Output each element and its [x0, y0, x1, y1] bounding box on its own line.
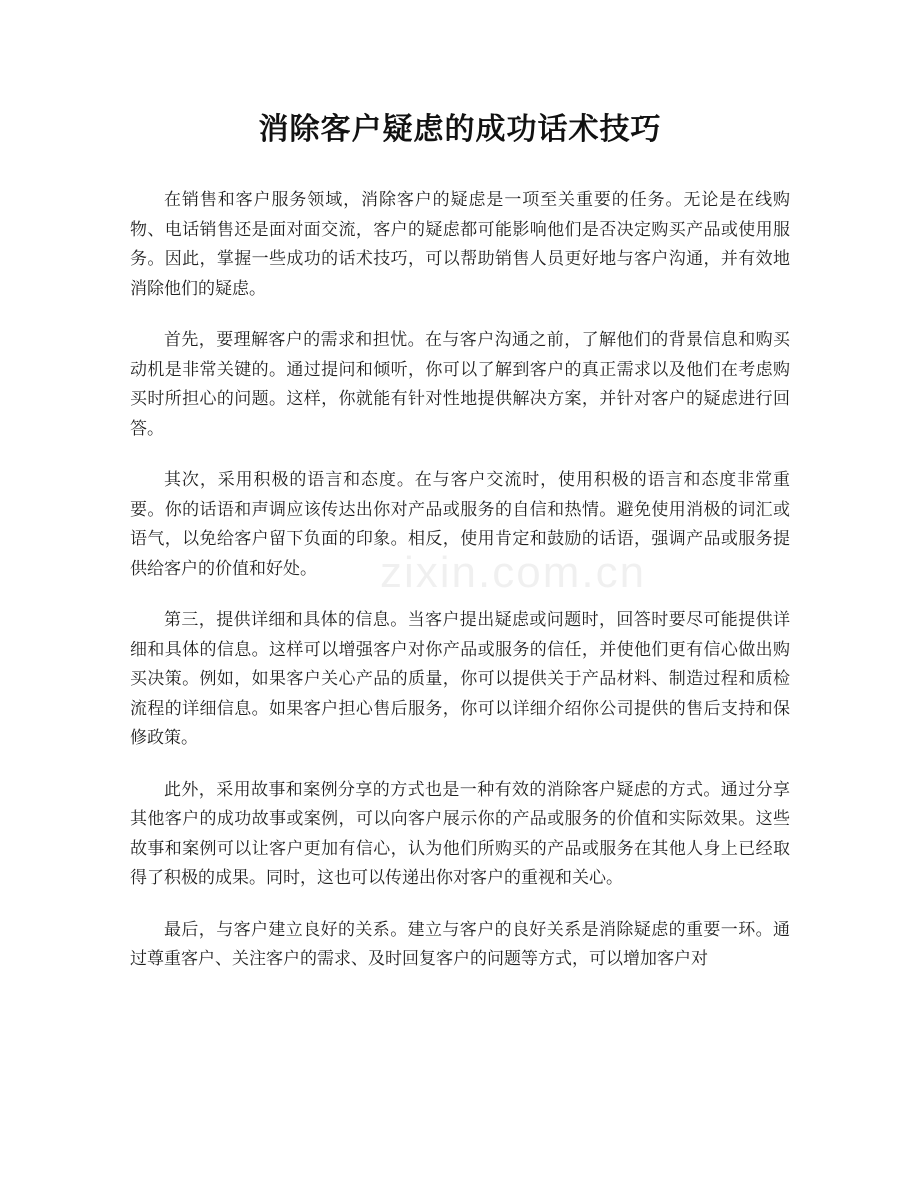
paragraph-detailed-info: 第三，提供详细和具体的信息。当客户提出疑虑或问题时，回答时要尽可能提供详细和具体的信息。这样可以增强客户对你产品或服务的信任，并使他们更有信心做出购买决策。例如，如果客户关心产品的质量，你可以提供关于产品材料、制造过程和质检流程的详细信息。如果客户担心售后服务，你可以详细介绍你公司提供的售后支持和保修政策。 — [130, 610, 790, 748]
document-title: 消除客户疑虑的成功话术技巧 — [258, 112, 662, 147]
paragraph-intro: 在销售和客户服务领域，消除客户的疑虑是一项至关重要的任务。无论是在线购物、电话销售还是面对面交流，客户的疑虑都可能影响他们是否决定购买产品或使用服务。因此，掌握一些成功的话术技巧，可以帮助销售人员更好地与客户沟通，并有效地消除他们的疑虑。 — [130, 190, 790, 299]
paragraph-build-relationship: 最后，与客户建立良好的关系。建立与客户的良好关系是消除疑虑的重要一环。通过尊重客户、关注客户的需求、及时回复客户的问题等方式，可以增加客户对 — [130, 919, 790, 969]
document-body — [130, 186, 790, 997]
watermark-text: zixin.com.cn — [380, 548, 647, 597]
paragraph-understand-needs: 首先，要理解客户的需求和担忧。在与客户沟通之前，了解他们的背景信息和购买动机是非常关键的。通过提问和倾听，你可以了解到客户的真正需求以及他们在考虑购买时所担心的问题。这样，你就能有针对性地提供解决方案，并针对客户的疑虑进行回答。 — [130, 330, 790, 439]
paragraph-positive-language: 其次，采用积极的语言和态度。在与客户交流时，使用积极的语言和态度非常重要。你的话语和声调应该传达出你对产品或服务的自信和热情。避免使用消极的词汇或语气，以免给客户留下负面的印象。相反，使用肯定和鼓励的话语，强调产品或服务提供给客户的价值和好处。 — [130, 470, 790, 579]
paragraph-stories-cases: 此外，采用故事和案例分享的方式也是一种有效的消除客户疑虑的方式。通过分享其他客户的成功故事或案例，可以向客户展示你的产品或服务的价值和实际效果。这些故事和案例可以让客户更加有信心，认为他们所购买的产品或服务在其他人身上已经取得了积极的成果。同时，这也可以传递出你对客户的重视和关心。 — [130, 779, 790, 888]
